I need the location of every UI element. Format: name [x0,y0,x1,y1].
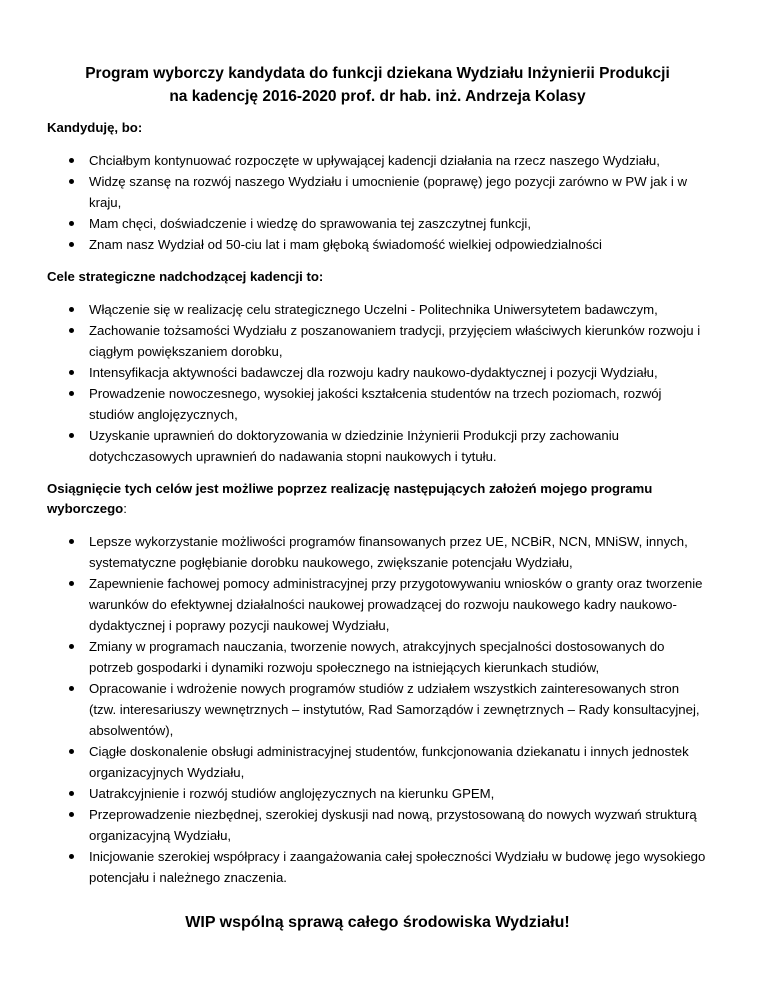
list-item: Zapewnienie fachowej pomocy administracyjnej przy przygotowywaniu wniosków o granty oraz tworzenie warunków do efektywnej działalności naukowej prowadzącej do rozwoju naukowego kadry naukowo-dydaktycznej i poprawy pozycji naukowej Wydziału, [47,573,708,636]
list-item: Uzyskanie uprawnień do doktoryzowania w dziedzinie Inżynierii Produkcji przy zachowaniu dotychczasowych uprawnień do nadawania stopni naukowych i tytułu. [47,425,708,467]
list-item: Lepsze wykorzystanie możliwości programów finansowanych przez UE, NCBiR, NCN, MNiSW, innych, systematyczne pogłębianie dorobku naukowego, zwiększanie potencjału Wydziału, [47,531,708,573]
list-item: Uatrakcyjnienie i rozwój studiów anglojęzycznych na kierunku GPEM, [47,783,708,804]
closing-statement: WIP wspólną sprawą całego środowiska Wydziału! [185,914,570,931]
list-item: Opracowanie i wdrożenie nowych programów studiów z udziałem wszystkich zainteresowanych stron (tzw. interesariuszy wewnętrznych – instytutów, Rad Samorządów i zewnętrznych – Rady konsultacyjnej, absolwentów), [47,678,708,741]
section-3-heading [47,479,708,519]
list-item: Przeprowadzenie niezbędnej, szerokiej dyskusji nad nową, przystosowaną do nowych wyzwań strukturą organizacyjną Wydziału, [47,804,708,846]
title-line-1: Program wyborczy kandydata do funkcji dziekana Wydziału Inżynierii Produkcji [85,65,670,82]
section-3-heading-text: Osiągnięcie tych celów jest możliwe poprzez realizację następujących założeń mojego programu wyborczego [47,481,653,516]
section-3-heading-colon: : [123,501,127,516]
list-item: Znam nasz Wydział od 50-ciu lat i mam głęboką świadomość wielkiej odpowiedzialności [47,234,708,255]
list-item: Ciągłe doskonalenie obsługi administracyjnej studentów, funkcjonowania dziekanatu i innych jednostek organizacyjnych Wydziału, [47,741,708,783]
section-1-list [47,150,708,255]
section-3-list [47,531,708,888]
section-2-heading: Cele strategiczne nadchodzącej kadencji to: [47,269,324,284]
list-item: Inicjowanie szerokiej współpracy i zaangażowania całej społeczności Wydziału w budowę jego wysokiego potencjału i należnego znaczenia. [47,846,708,888]
list-item: Chciałbym kontynuować rozpoczęte w upływającej kadencji działania na rzecz naszego Wydziału, [47,150,708,171]
section-1-heading: Kandyduję, bo: [47,120,143,135]
document-title [47,62,708,108]
list-item: Widzę szansę na rozwój naszego Wydziału i umocnienie (poprawę) jego pozycji zarówno w PW jak i w kraju, [47,171,708,213]
title-line-2: na kadencję 2016-2020 prof. dr hab. inż. Andrzeja Kolasy [169,88,586,105]
list-item: Zachowanie tożsamości Wydziału z poszanowaniem tradycji, przyjęciem właściwych kierunków rozwoju i ciągłym powiększaniem dorobku, [47,320,708,362]
list-item: Mam chęci, doświadczenie i wiedzę do sprawowania tej zaszczytnej funkcji, [47,213,708,234]
list-item: Prowadzenie nowoczesnego, wysokiej jakości kształcenia studentów na trzech poziomach, rozwój studiów anglojęzycznych, [47,383,708,425]
list-item: Włączenie się w realizację celu strategicznego Uczelni - Politechnika Uniwersytetem badawczym, [47,299,708,320]
list-item: Intensyfikacja aktywności badawczej dla rozwoju kadry naukowo-dydaktycznej i pozycji Wydziału, [47,362,708,383]
list-item: Zmiany w programach nauczania, tworzenie nowych, atrakcyjnych specjalności dostosowanych do potrzeb gospodarki i dynamiki rozwoju społecznego na istniejących kierunkach studiów, [47,636,708,678]
section-2-list [47,299,708,467]
